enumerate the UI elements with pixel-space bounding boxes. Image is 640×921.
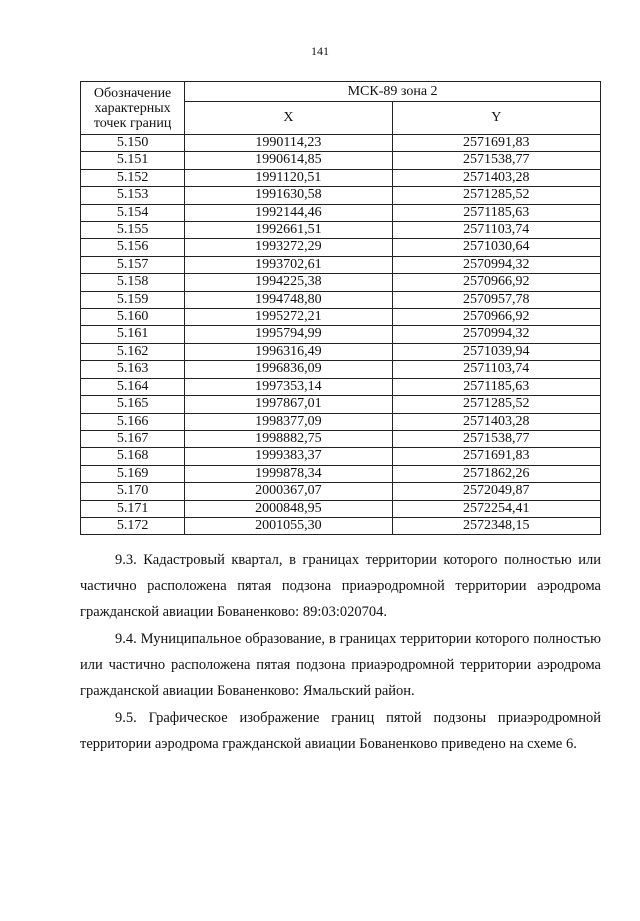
y-coordinate-cell: 2571691,83 (392, 135, 600, 152)
table-row (81, 309, 601, 326)
y-coordinate-cell: 2571103,74 (392, 361, 600, 378)
table-row (81, 517, 601, 534)
table-row (81, 187, 601, 204)
y-coordinate-cell: 2571103,74 (392, 222, 600, 239)
paragraph-graphic-reference: 9.5. Графическое изображение границ пятой подзоны приаэродромной территории аэродрома гражданской авиации Бованенково приведено на схеме 6. (80, 710, 601, 752)
table-row (81, 413, 601, 430)
table-row (81, 430, 601, 447)
x-coordinate-cell: 1992661,51 (185, 222, 392, 239)
x-coordinate-cell: 1995794,99 (185, 326, 392, 343)
y-coordinate-cell: 2570966,92 (392, 274, 600, 291)
point-id-cell: 5.165 (81, 396, 185, 413)
coordinates-table-body (81, 135, 601, 535)
y-coordinate-cell: 2571030,64 (392, 239, 600, 256)
y-coordinate-cell: 2571403,28 (392, 413, 600, 430)
x-coordinate-cell: 1994225,38 (185, 274, 392, 291)
header-x: X (185, 102, 392, 135)
point-id-cell: 5.156 (81, 239, 185, 256)
y-coordinate-cell: 2570957,78 (392, 291, 600, 308)
x-coordinate-cell: 2001055,30 (185, 517, 392, 534)
point-id-cell: 5.158 (81, 274, 185, 291)
table-row (81, 239, 601, 256)
table-row (81, 204, 601, 221)
x-coordinate-cell: 1999383,37 (185, 448, 392, 465)
point-id-cell: 5.159 (81, 291, 185, 308)
point-id-cell: 5.160 (81, 309, 185, 326)
y-coordinate-cell: 2570966,92 (392, 309, 600, 326)
x-coordinate-cell: 1993702,61 (185, 256, 392, 273)
y-coordinate-cell: 2571403,28 (392, 169, 600, 186)
table-row (81, 135, 601, 152)
y-coordinate-cell: 2571538,77 (392, 430, 600, 447)
y-coordinate-cell: 2572049,87 (392, 483, 600, 500)
paragraph-municipality: 9.4. Муниципальное образование, в границах территории которого полностью или частично расположена пятая подзона приаэродромной территории аэродрома гражданской авиации Бованенково: Ямальский район. (80, 631, 601, 699)
point-id-cell: 5.150 (81, 135, 185, 152)
header-coordinate-system: МСК-89 зона 2 (185, 82, 601, 102)
point-id-cell: 5.164 (81, 378, 185, 395)
y-coordinate-cell: 2571285,52 (392, 187, 600, 204)
y-coordinate-cell: 2571691,83 (392, 448, 600, 465)
table-row (81, 500, 601, 517)
y-coordinate-cell: 2570994,32 (392, 256, 600, 273)
table-row (81, 361, 601, 378)
point-id-cell: 5.171 (81, 500, 185, 517)
y-coordinate-cell: 2571285,52 (392, 396, 600, 413)
point-id-cell: 5.166 (81, 413, 185, 430)
table-row (81, 326, 601, 343)
point-id-cell: 5.153 (81, 187, 185, 204)
header-y: Y (392, 102, 600, 135)
x-coordinate-cell: 1995272,21 (185, 309, 392, 326)
x-coordinate-cell: 2000848,95 (185, 500, 392, 517)
header-point-label: Обозначение характерных точек границ (81, 82, 185, 135)
coordinates-table (80, 81, 601, 535)
point-id-cell: 5.163 (81, 361, 185, 378)
x-coordinate-cell: 1998882,75 (185, 430, 392, 447)
table-row (81, 448, 601, 465)
y-coordinate-cell: 2572348,15 (392, 517, 600, 534)
point-id-cell: 5.151 (81, 152, 185, 169)
point-id-cell: 5.170 (81, 483, 185, 500)
x-coordinate-cell: 1990114,23 (185, 135, 392, 152)
x-coordinate-cell: 1999878,34 (185, 465, 392, 482)
table-row (81, 169, 601, 186)
x-coordinate-cell: 1990614,85 (185, 152, 392, 169)
x-coordinate-cell: 1998377,09 (185, 413, 392, 430)
y-coordinate-cell: 2571185,63 (392, 378, 600, 395)
table-row (81, 291, 601, 308)
paragraph-cadastral-quarter: 9.3. Кадастровый квартал, в границах территории которого полностью или частично расположена пятая подзона приаэродромной территории аэродрома гражданской авиации Бованенково: 89:03:020704. (80, 552, 601, 620)
point-id-cell: 5.161 (81, 326, 185, 343)
table-row (81, 465, 601, 482)
point-id-cell: 5.167 (81, 430, 185, 447)
y-coordinate-cell: 2571185,63 (392, 204, 600, 221)
point-id-cell: 5.155 (81, 222, 185, 239)
y-coordinate-cell: 2570994,32 (392, 326, 600, 343)
table-row (81, 343, 601, 360)
point-id-cell: 5.168 (81, 448, 185, 465)
x-coordinate-cell: 2000367,07 (185, 483, 392, 500)
point-id-cell: 5.169 (81, 465, 185, 482)
table-row (81, 152, 601, 169)
x-coordinate-cell: 1991630,58 (185, 187, 392, 204)
table-row (81, 222, 601, 239)
x-coordinate-cell: 1993272,29 (185, 239, 392, 256)
point-id-cell: 5.157 (81, 256, 185, 273)
y-coordinate-cell: 2571862,26 (392, 465, 600, 482)
x-coordinate-cell: 1994748,80 (185, 291, 392, 308)
point-id-cell: 5.162 (81, 343, 185, 360)
y-coordinate-cell: 2572254,41 (392, 500, 600, 517)
x-coordinate-cell: 1996316,49 (185, 343, 392, 360)
table-row (81, 483, 601, 500)
x-coordinate-cell: 1992144,46 (185, 204, 392, 221)
point-id-cell: 5.152 (81, 169, 185, 186)
table-row (81, 378, 601, 395)
y-coordinate-cell: 2571039,94 (392, 343, 600, 360)
table-row (81, 396, 601, 413)
x-coordinate-cell: 1997867,01 (185, 396, 392, 413)
table-row (81, 274, 601, 291)
y-coordinate-cell: 2571538,77 (392, 152, 600, 169)
table-row (81, 256, 601, 273)
x-coordinate-cell: 1991120,51 (185, 169, 392, 186)
page-number: 141 (311, 44, 329, 58)
x-coordinate-cell: 1996836,09 (185, 361, 392, 378)
point-id-cell: 5.172 (81, 517, 185, 534)
x-coordinate-cell: 1997353,14 (185, 378, 392, 395)
point-id-cell: 5.154 (81, 204, 185, 221)
